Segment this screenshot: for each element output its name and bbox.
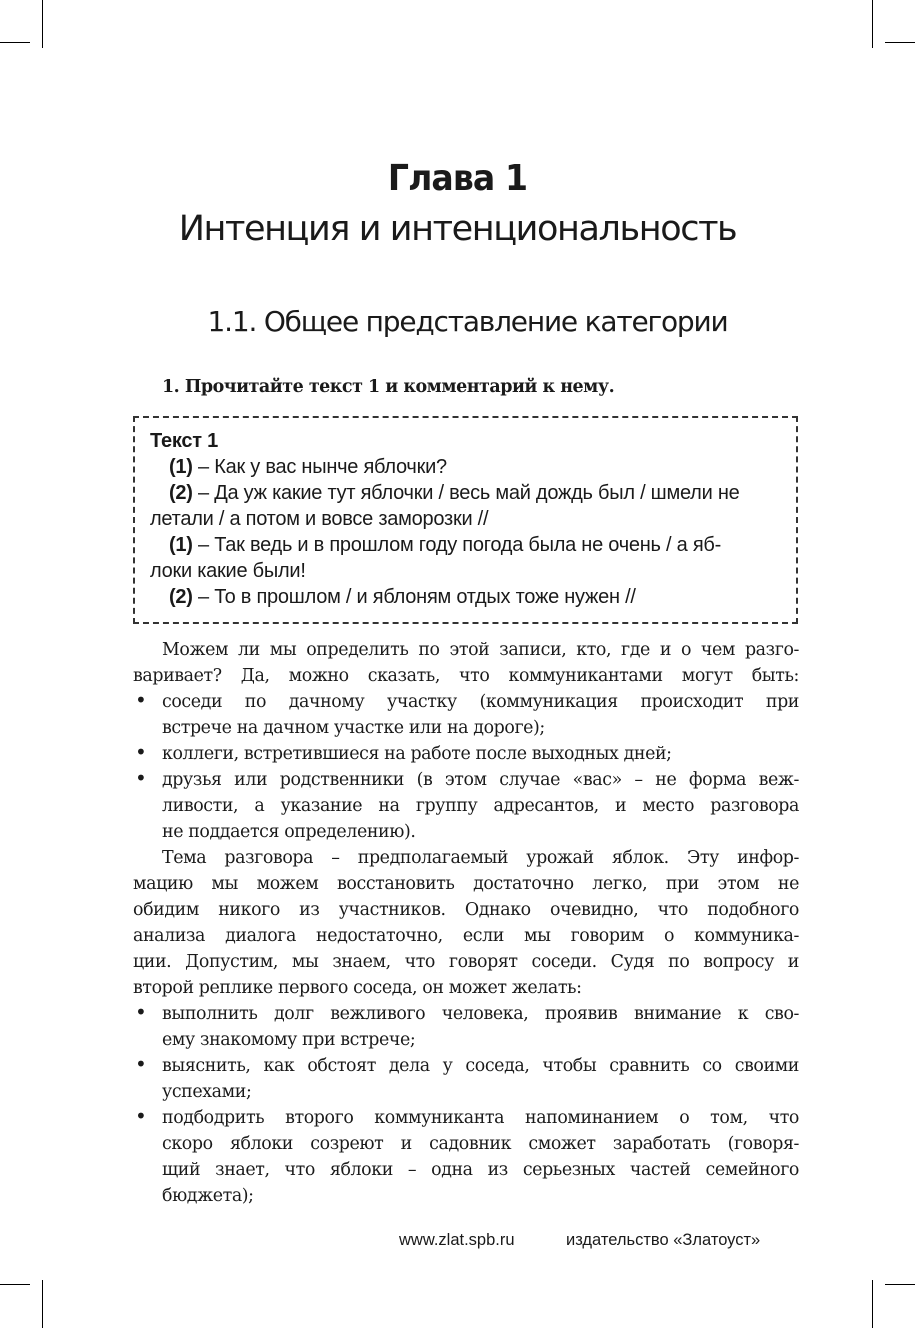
chapter-title: Интенция и интенциональность (178, 209, 737, 249)
paragraph-line: мацию мы можем восстановить достаточно легко, при этом не (133, 874, 799, 894)
bullet-marker: • (135, 1000, 147, 1024)
crop-mark (0, 1284, 30, 1285)
dialogue-line: летали / а потом и вовсе заморозки // (150, 508, 489, 530)
bullet-marker: • (135, 688, 147, 712)
list-item-line: ему знакомому при встрече; (162, 1030, 416, 1050)
list-item-line: коллеги, встретившиеся на работе после выходных дней; (162, 744, 672, 764)
list-item-line: щий знает, что яблоки – одна из серьезных частей семейного (162, 1160, 799, 1180)
crop-mark (872, 1280, 873, 1328)
list-item-line: подбодрить второго коммуниканта напоминанием о том, что (162, 1108, 799, 1128)
dialogue-line: локи какие были! (150, 560, 306, 582)
footer-publisher: издательство «Златоуст» (566, 1231, 761, 1249)
dialogue-text-box (133, 416, 798, 624)
paragraph-line: варивает? Да, можно сказать, что коммуникантами могут быть: (133, 666, 799, 686)
section-title: 1.1. Общее представление категории (207, 305, 728, 338)
list-item-line: друзья или родственники (в этом случае «вас» – не форма веж- (162, 770, 799, 790)
bullet-marker: • (135, 1052, 147, 1076)
task-instruction: 1. Прочитайте текст 1 и комментарий к нему. (162, 377, 615, 397)
text-box-title: Текст 1 (150, 430, 218, 452)
footer-url: www.zlat.spb.ru (399, 1231, 515, 1249)
paragraph-line: ции. Допустим, мы знаем, что говорят соседи. Судя по вопросу и (133, 952, 799, 972)
list-item-line: выяснить, как обстоят дела у соседа, чтобы сравнить со своими (162, 1056, 799, 1076)
chapter-number: Глава 1 (387, 158, 528, 199)
list-item-line: успехами; (162, 1082, 252, 1102)
paragraph-line: Можем ли мы определить по этой записи, кто, где и о чем разго- (162, 640, 799, 660)
dialogue-line: (1) – Как у вас нынче яблочки? (169, 456, 447, 478)
paragraph-line: обидим никого из участников. Однако очевидно, что подобного (133, 900, 799, 920)
dialogue-line: (2) – То в прошлом / и яблоням отдых тоже нужен // (169, 586, 636, 608)
list-item-line: ливости, а указание на группу адресантов, и место разговора (162, 796, 799, 816)
list-item-line: бюджета); (162, 1186, 254, 1206)
crop-mark (885, 1284, 915, 1285)
list-item-line: встрече на дачном участке или на дороге); (162, 718, 545, 738)
list-item-line: соседи по дачному участку (коммуникация происходит при (162, 692, 799, 712)
crop-mark (42, 0, 43, 48)
crop-mark (42, 1280, 43, 1328)
list-item-line: скоро яблоки созреют и садовник сможет заработать (говоря- (162, 1134, 799, 1154)
crop-mark (0, 42, 30, 43)
dialogue-line: (2) – Да уж какие тут яблочки / весь май дождь был / шмели не (169, 482, 740, 504)
bullet-marker: • (135, 766, 147, 790)
list-item-line: не поддается определению). (162, 822, 416, 842)
paragraph-line: Тема разговора – предполагаемый урожай яблок. Эту инфор- (162, 848, 799, 868)
crop-mark (885, 42, 915, 43)
dialogue-line: (1) – Так ведь и в прошлом году погода была не очень / а яб- (169, 534, 722, 556)
paragraph-line: анализа диалога недостаточно, если мы говорим о коммуника- (133, 926, 799, 946)
bullet-marker: • (135, 740, 147, 764)
crop-mark (872, 0, 873, 48)
bullet-marker: • (135, 1104, 147, 1128)
paragraph-line: второй реплике первого соседа, он может желать: (133, 978, 582, 998)
list-item-line: выполнить долг вежливого человека, проявив внимание к сво- (162, 1004, 799, 1024)
